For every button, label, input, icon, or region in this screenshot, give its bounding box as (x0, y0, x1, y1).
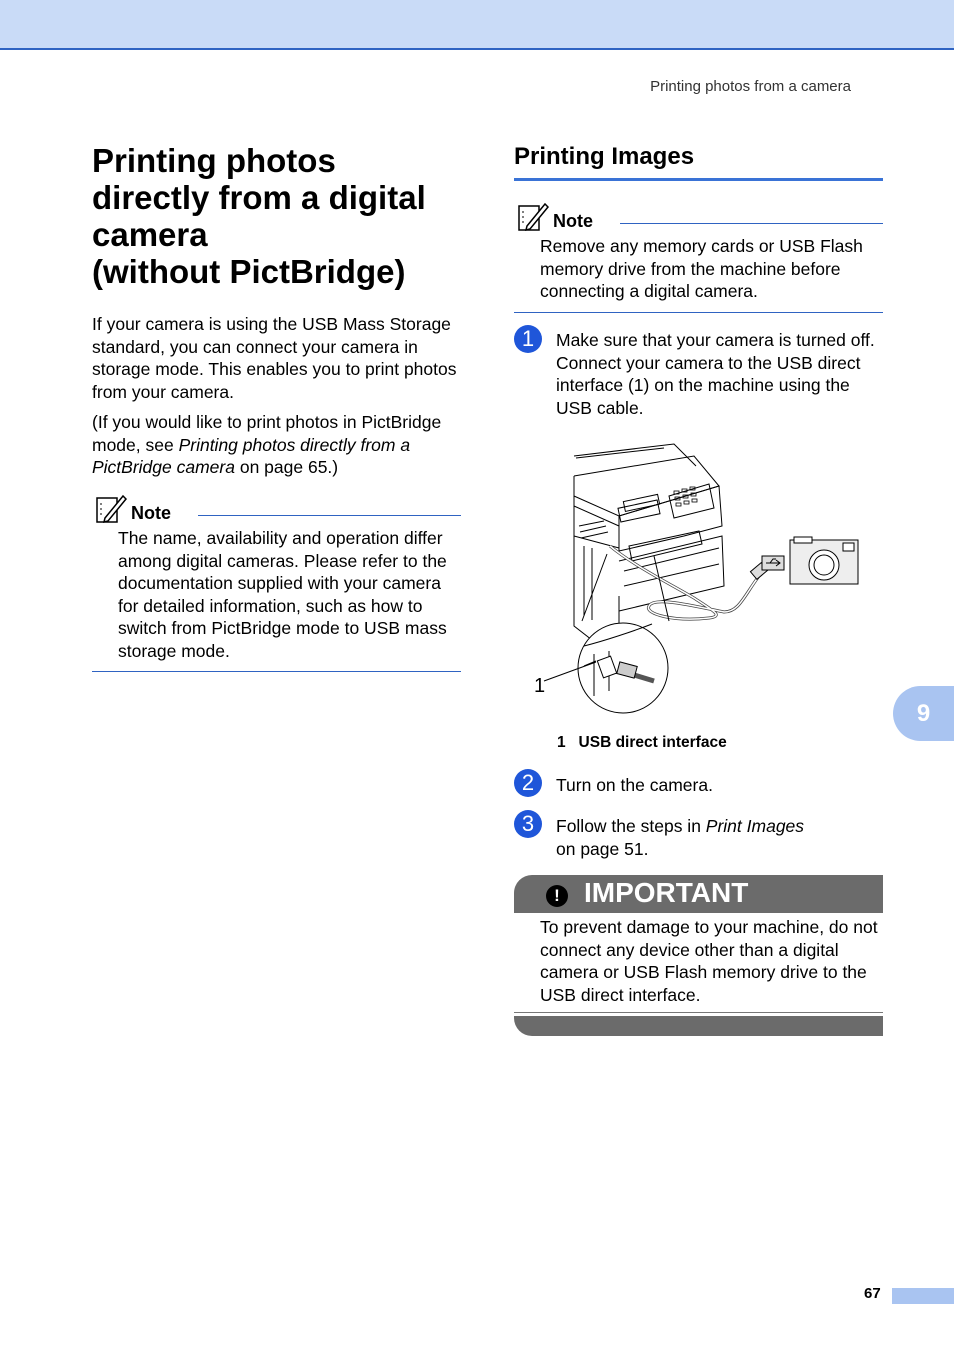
page-title (92, 142, 472, 290)
pictbridge-paragraph (92, 411, 462, 479)
step-text: Turn on the camera. (556, 775, 713, 795)
title-line: directly from a digital (92, 179, 426, 216)
title-line: (without PictBridge) (92, 253, 406, 290)
title-line: Printing photos (92, 142, 336, 179)
step-suffix: on page 51. (556, 838, 649, 859)
top-header-bar (0, 0, 954, 50)
note-heading-right (517, 200, 593, 232)
note-text: Remove any memory cards or USB Flash memory drive from the machine before connecting a digital camera. (540, 236, 863, 301)
cross-reference-link[interactable]: Print Images (705, 816, 805, 836)
section-title: Printing Images (514, 143, 695, 170)
caption-text: USB direct interface (578, 734, 727, 751)
page-number: 67 (864, 1285, 881, 1302)
note-pencil-icon (95, 492, 127, 524)
exclamation-icon: ! (546, 885, 568, 907)
important-text: To prevent damage to your machine, do not connect any device other than a digital camera or USB Flash memory drive to the USB direct interface. (540, 917, 878, 1005)
paragraph-suffix: on page 65.) (234, 457, 339, 477)
step-number-badge: 2 (514, 769, 542, 797)
paragraph-prefix: (If you would like to print photos in PictBridge mode, see (92, 412, 442, 455)
note-end-rule (92, 671, 461, 672)
page-number-bar (892, 1288, 954, 1304)
step-number-badge: 1 (514, 325, 542, 353)
note-heading-left (95, 492, 171, 524)
caption-number: 1 (557, 734, 566, 751)
title-line: camera (92, 216, 208, 253)
cross-reference-link[interactable]: Printing photos directly from a PictBridge camera (92, 434, 411, 477)
usb-connection-illustration (524, 436, 874, 721)
step-prefix: Follow the steps in (556, 816, 706, 836)
figure-callout: 1 (534, 675, 546, 697)
step-text: Make sure that your camera is turned off. Connect your camera to the USB direct interface (1) on the machine using the USB cable. (556, 330, 875, 418)
figure-caption (557, 734, 727, 752)
important-label: IMPORTANT (584, 877, 749, 908)
step-text (556, 815, 856, 860)
important-footer-bar (514, 1016, 883, 1036)
note-divider (620, 223, 883, 224)
running-header: Printing photos from a camera (650, 78, 851, 95)
section-title-rule (514, 178, 883, 181)
step-number-badge: 3 (514, 810, 542, 838)
intro-paragraph: If your camera is using the USB Mass Storage standard, you can connect your camera in storage mode. This enables you to print photos from your camera. (92, 314, 457, 402)
note-end-rule (514, 312, 883, 313)
chapter-tab: 9 (893, 686, 954, 741)
important-end-rule (514, 1012, 883, 1013)
note-pencil-icon (517, 200, 549, 232)
note-label: Note (131, 503, 171, 523)
note-divider (198, 515, 461, 516)
note-text: The name, availability and operation differ among digital cameras. Please refer to the documentation supplied with your camera for detailed information, such as how to switch from PictBridge mode to USB mass storage mode. (118, 528, 447, 661)
note-label: Note (553, 211, 593, 231)
